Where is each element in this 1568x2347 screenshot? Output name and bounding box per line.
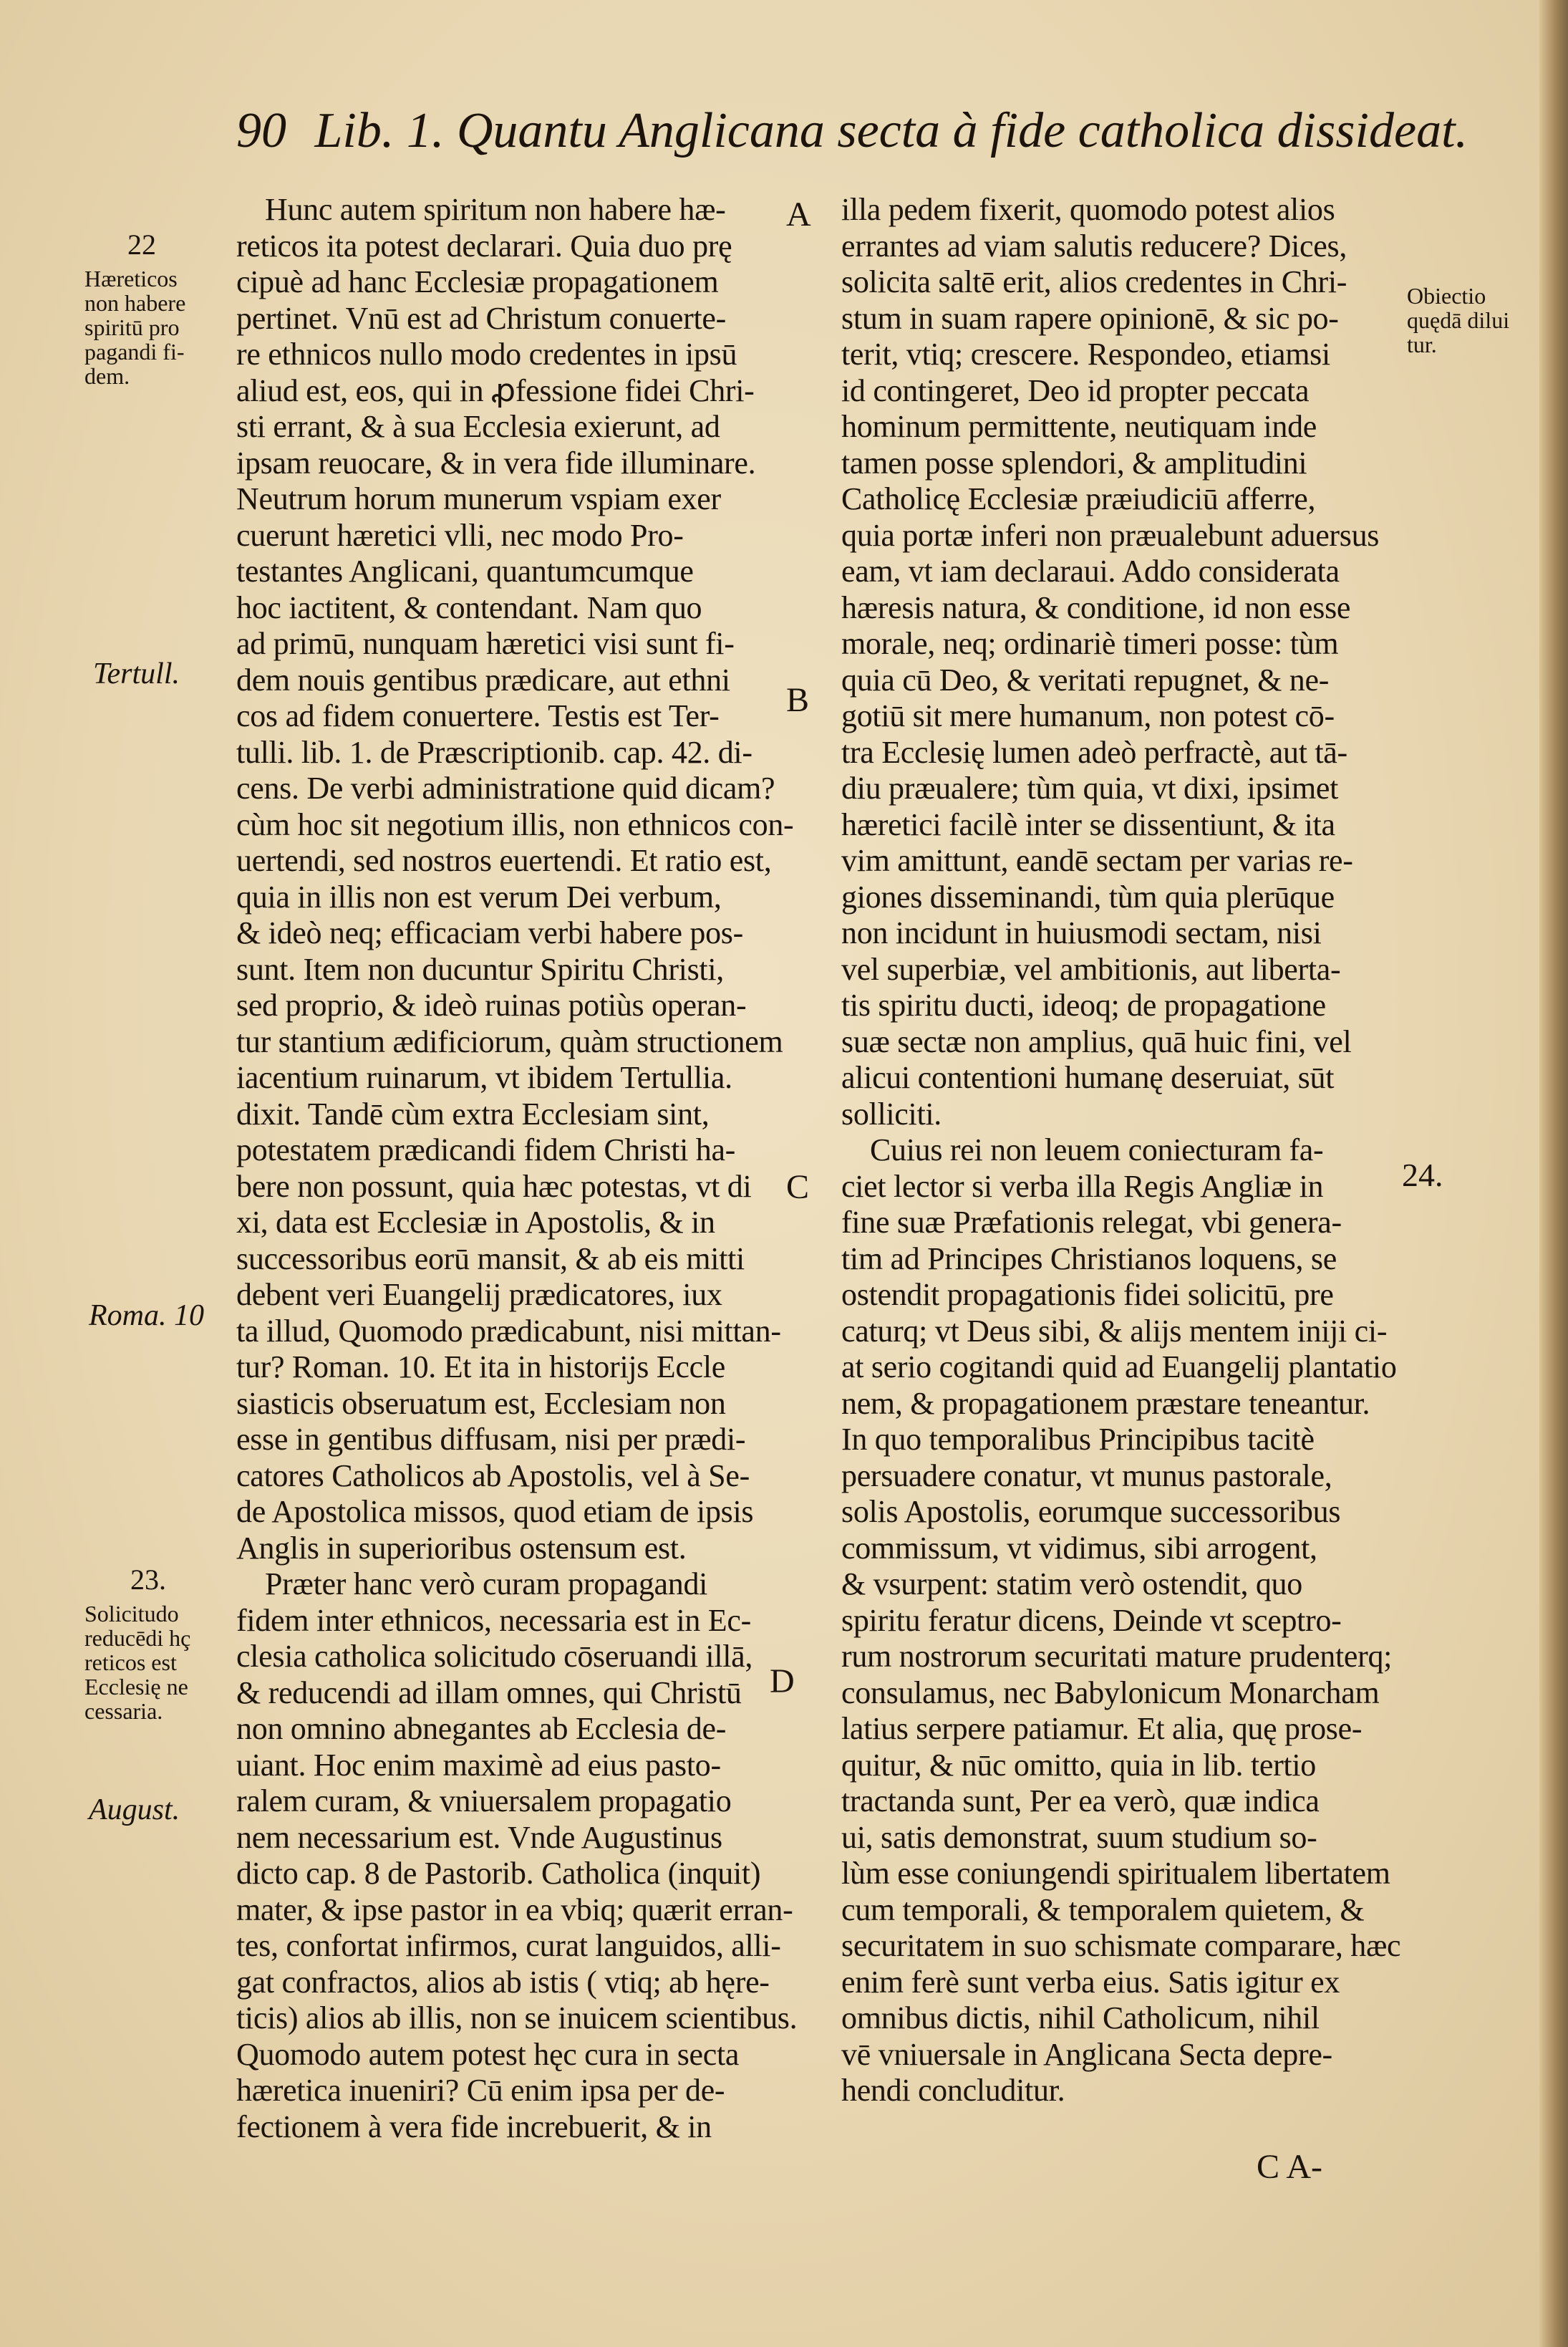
- text-line: dixit. Tandē cùm extra Ecclesiam sint,: [236, 1096, 710, 1132]
- text-line: morale, neq; ordinariè timeri posse: tùm: [841, 626, 1339, 661]
- text-line: solis Apostolis, eorumque successoribus: [841, 1494, 1341, 1529]
- text-line: In quo temporalibus Principibus tacitè: [841, 1422, 1315, 1457]
- text-line: consulamus, nec Babylonicum Monarcham: [841, 1674, 1380, 1710]
- text-line: Neutrum horum munerum vspiam exer: [236, 481, 721, 516]
- margin-note-line: spiritū pro: [84, 314, 180, 340]
- margin-note-line: reticos est: [84, 1649, 177, 1675]
- text-line: tulli. lib. 1. de Præscriptionib. cap. 42. di-: [236, 734, 752, 770]
- text-line: Anglis in superioribus ostensum est.: [236, 1530, 687, 1566]
- text-line: fidem inter ethnicos, necessaria est in Ec-: [236, 1602, 751, 1638]
- text-line: & reducendi ad illam omnes, qui Christū: [236, 1674, 742, 1710]
- text-line: quia in illis non est verum Dei verbum,: [236, 879, 722, 915]
- text-line: hæretici facilè inter se dissentiunt, & ita: [841, 806, 1335, 842]
- text-line: at serio cogitandi quid ad Euangelij plantatio: [841, 1349, 1397, 1384]
- text-line: dem nouis gentibus prædicare, aut ethni: [236, 662, 730, 698]
- text-line: ralem curam, & vniuersalem propagatio: [236, 1783, 732, 1818]
- text-line: Catholicę Ecclesiæ præiudiciū afferre,: [841, 481, 1316, 516]
- text-line: siasticis obseruatum est, Ecclesiam non: [236, 1385, 726, 1421]
- text-line: tur? Roman. 10. Et ita in historijs Eccle: [236, 1349, 725, 1384]
- text-line: illa pedem fixerit, quomodo potest alios: [841, 192, 1335, 227]
- text-line: solicita saltē erit, alios credentes in Chri-: [841, 264, 1347, 299]
- margin-note-line: Ecclesię ne: [84, 1674, 188, 1700]
- text-line: non omnino abnegantes ab Ecclesia de-: [236, 1711, 727, 1746]
- text-line: id contingeret, Deo id propter peccata: [841, 372, 1310, 408]
- text-line: bere non possunt, quia hæc potestas, vt di: [236, 1168, 752, 1204]
- text-line: enim ferè sunt verba eius. Satis igitur ex: [841, 1964, 1340, 2000]
- text-line: Hunc autem spiritum non habere hæ-: [265, 192, 726, 227]
- text-column-right: [841, 192, 1401, 2109]
- text-line: quia cū Deo, & veritati repugnet, & ne-: [841, 662, 1330, 698]
- text-line: successoribus eorū mansit, & ab eis mitti: [236, 1240, 745, 1276]
- text-line: sunt. Item non ducuntur Spiritu Christi,: [236, 951, 724, 987]
- text-line: ostendit propagationis fidei solicitū, pre: [841, 1277, 1334, 1312]
- text-line: tis spiritu ducti, ideoq; de propagatione: [841, 988, 1326, 1023]
- text-line: potestatem prædicandi fidem Christi ha-: [236, 1132, 736, 1167]
- text-line: iacentium ruinarum, vt ibidem Tertullia.: [236, 1060, 732, 1095]
- text-line: gat confractos, alios ab istis ( vtiq; ab hęre-: [236, 1964, 770, 2000]
- text-line: terit, vtiq; crescere. Respondeo, etiamsi: [841, 337, 1330, 372]
- margin-note-line: quędā dilui: [1407, 307, 1510, 333]
- text-line: solliciti.: [841, 1096, 942, 1132]
- margin-ref-tertull: Tertull.: [93, 657, 180, 690]
- margin-number-23: 23.: [130, 1563, 166, 1596]
- text-line: uertendi, sed nostros euertendi. Et ratio est,: [236, 843, 772, 878]
- margin-note-line: non habere: [84, 290, 186, 316]
- text-line: nem necessarium est. Vnde Augustinus: [236, 1819, 722, 1855]
- text-line: hominum permittente, neutiquam inde: [841, 409, 1317, 444]
- text-line: ipsam reuocare, & in vera fide illuminare.: [236, 445, 756, 481]
- running-header: [236, 103, 1468, 158]
- text-line: non incidunt in huiusmodi sectam, nisi: [841, 915, 1322, 950]
- text-line: pertinet. Vnū est ad Christum conuerte-: [236, 300, 726, 336]
- text-line: cos ad fidem conuertere. Testis est Ter-: [236, 698, 720, 733]
- margin-note-objectio: [1407, 284, 1509, 357]
- text-line: Cuius rei non leuem coniecturam fa-: [870, 1132, 1324, 1167]
- text-line: caturq; vt Deus sibi, & alijs mentem iniji ci-: [841, 1313, 1388, 1349]
- text-line: commissum, vt vidimus, sibi arrogent,: [841, 1530, 1317, 1566]
- margin-note-line: cessaria.: [84, 1698, 163, 1724]
- text-line: fectionem à vera fide increbuerit, & in: [236, 2109, 712, 2144]
- text-line: hendi concluditur.: [841, 2073, 1065, 2108]
- text-line: tes, confortat infirmos, curat languidos, alli-: [236, 1928, 781, 1963]
- margin-ref-roma: Roma. 10: [89, 1299, 204, 1332]
- text-line: vē vniuersale in Anglicana Secta depre-: [841, 2036, 1332, 2072]
- text-line: de Apostolica missos, quod etiam de ipsis: [236, 1494, 754, 1529]
- text-line: quia portæ inferi non præualebunt aduersus: [841, 517, 1380, 553]
- text-line: eam, vt iam declaraui. Addo considerata: [841, 554, 1340, 589]
- margin-note-22: [84, 266, 185, 388]
- text-line: ticis) alios ab illis, non se inuicem scientibus.: [236, 2000, 798, 2035]
- text-line: ad primū, nunquam hæretici visi sunt fi-: [236, 626, 735, 661]
- text-line: cipuè ad hanc Ecclesiæ propagationem: [236, 264, 719, 299]
- text-line: vim amittunt, eandē sectam per varias re-: [841, 843, 1353, 878]
- text-line: alicui contentioni humanę deseruiat, sūt: [841, 1060, 1335, 1095]
- text-line: gotiū sit mere humanum, non potest cō-: [841, 698, 1335, 733]
- text-line: diu præualere; tùm quia, vt dixi, ipsimet: [841, 771, 1339, 806]
- margin-note-line: reducēdi hç: [84, 1625, 191, 1651]
- text-line: tra Ecclesię lumen adeò perfractè, aut tā-: [841, 734, 1347, 770]
- text-line: omnibus dictis, nihil Catholicum, nihil: [841, 2000, 1320, 2035]
- text-line: clesia catholica solicitudo cōseruandi illā,: [236, 1639, 753, 1674]
- text-line: cuerunt hæretici vlli, nec modo Pro-: [236, 517, 684, 553]
- text-line: tim ad Principes Christianos loquens, se: [841, 1240, 1337, 1276]
- text-line: tur stantium ædificiorum, quàm structionem: [236, 1023, 783, 1059]
- text-line: & ideò neq; efficaciam verbi habere pos-: [236, 915, 743, 950]
- text-line: sti errant, & à sua Ecclesia exierunt, ad: [236, 409, 720, 444]
- text-line: stum in suam rapere opinionē, & sic po-: [841, 300, 1339, 336]
- text-line: esse in gentibus diffusam, nisi per prædi-: [236, 1422, 746, 1457]
- margin-note-23: [84, 1601, 190, 1723]
- text-line: uiant. Hoc enim maximè ad eius pasto-: [236, 1747, 721, 1783]
- margin-note-line: Solicitudo: [84, 1601, 179, 1626]
- text-line: latius serpere patiamur. Et alia, quę prose-: [841, 1711, 1363, 1746]
- text-line: tamen posse splendori, & amplitudini: [841, 445, 1307, 481]
- page-gutter-shadow: [1539, 0, 1568, 2347]
- text-line: dicto cap. 8 de Pastorib. Catholica (inquit): [236, 1856, 761, 1891]
- margin-note-line: Obiectio: [1407, 283, 1486, 309]
- text-line: quitur, & nūc omitto, quia in lib. tertio: [841, 1747, 1316, 1783]
- text-line: hæresis natura, & conditione, id non esse: [841, 589, 1351, 625]
- margin-ref-august: August.: [89, 1793, 180, 1826]
- text-line: testantes Anglicani, quantumcumque: [236, 554, 694, 589]
- text-line: re ethnicos nullo modo credentes in ipsū: [236, 337, 737, 372]
- text-line: cùm hoc sit negotium illis, non ethnicos con-: [236, 806, 794, 842]
- text-line: ui, satis demonstrat, suum studium so-: [841, 1819, 1317, 1855]
- text-line: debent veri Euangelij prædicatores, iux: [236, 1277, 722, 1312]
- text-line: aliud est, eos, qui in ꝓfessione fidei Chri-: [236, 372, 755, 408]
- text-line: hoc iactitent, & contendant. Nam quo: [236, 589, 702, 625]
- text-line: errantes ad viam salutis reducere? Dices,: [841, 228, 1347, 264]
- text-line: lùm esse coniungendi spiritualem libertatem: [841, 1856, 1390, 1891]
- margin-note-line: Hæreticos: [84, 266, 178, 291]
- text-line: giones disseminandi, tùm quia plerūque: [841, 879, 1335, 915]
- section-letter-c: C: [786, 1168, 810, 1206]
- margin-note-line: dem.: [84, 363, 130, 389]
- text-line: ta illud, Quomodo prædicabunt, nisi mittan-: [236, 1313, 781, 1349]
- margin-number-24: 24.: [1402, 1157, 1443, 1193]
- text-line: rum nostrorum securitati mature prudenterq;: [841, 1639, 1393, 1674]
- catchword: C A-: [1257, 2148, 1323, 2186]
- text-line: vel superbiæ, vel ambitionis, aut liberta-: [841, 951, 1341, 987]
- running-title: Lib. 1. Quantu Anglicana secta à fide catholica dissideat.: [314, 103, 1468, 158]
- text-line: & vsurpent: statim verò ostendit, quo: [841, 1566, 1302, 1601]
- margin-note-line: tur.: [1407, 332, 1437, 357]
- text-line: spiritu feratur dicens, Deinde vt sceptro-: [841, 1602, 1342, 1638]
- text-line: fine suæ Præfationis relegat, vbi genera-: [841, 1205, 1342, 1240]
- text-line: sed proprio, & ideò ruinas potiùs operan-: [236, 988, 747, 1023]
- page-number: 90: [236, 103, 286, 158]
- text-line: suæ sectæ non amplius, quā huic fini, vel: [841, 1023, 1352, 1059]
- text-line: catores Catholicos ab Apostolis, vel à Se-: [236, 1457, 750, 1493]
- text-line: reticos ita potest declarari. Quia duo prę: [236, 228, 732, 264]
- text-line: xi, data est Ecclesiæ in Apostolis, & in: [236, 1205, 715, 1240]
- text-line: Quomodo autem potest hęc cura in secta: [236, 2036, 740, 2072]
- text-line: securitatem in suo schismate comparare, hæc: [841, 1928, 1401, 1963]
- text-column-left: [236, 192, 798, 2145]
- margin-number-22: 22: [127, 228, 156, 261]
- text-line: cum temporali, & temporalem quietem, &: [841, 1891, 1365, 1927]
- text-line: hæretica inueniri? Cū enim ipsa per de-: [236, 2073, 725, 2108]
- text-line: tractanda sunt, Per ea verò, quæ indica: [841, 1783, 1320, 1818]
- text-line: cens. De verbi administratione quid dicam?: [236, 771, 775, 806]
- section-letter-b: B: [786, 681, 810, 719]
- text-line: nem, & propagationem præstare teneantur.: [841, 1385, 1370, 1421]
- text-line: ciet lector si verba illa Regis Angliæ in: [841, 1168, 1324, 1204]
- margin-note-line: pagandi fi-: [84, 339, 185, 365]
- section-letter-d: D: [770, 1662, 795, 1700]
- section-letter-a: A: [786, 196, 811, 233]
- text-line: persuadere conatur, vt munus pastorale,: [841, 1457, 1332, 1493]
- text-line: Præter hanc verò curam propagandi: [265, 1566, 708, 1601]
- text-line: mater, & ipse pastor in ea vbiq; quærit erran-: [236, 1891, 793, 1927]
